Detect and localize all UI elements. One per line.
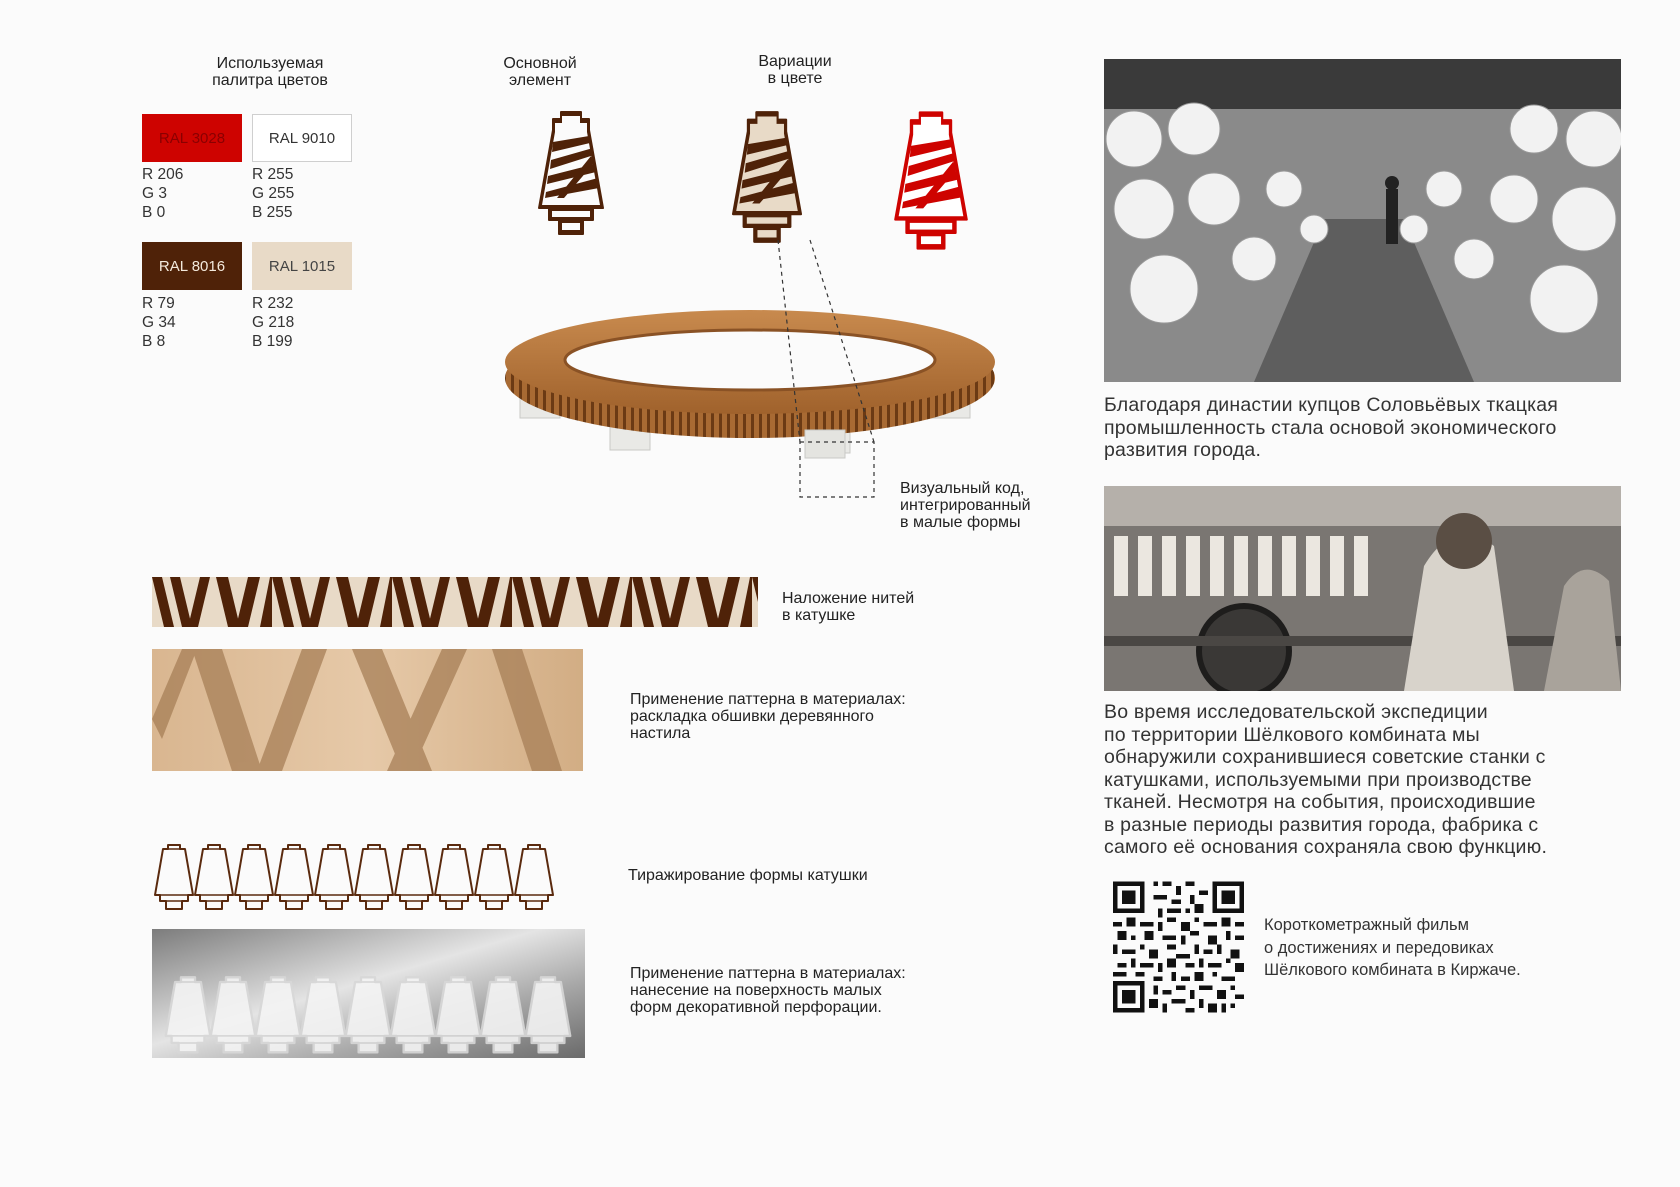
swatch-ral-1015-rgb: R 232 G 218 B 199 [252, 295, 295, 350]
spool-icon-red [884, 108, 978, 253]
metal-caption: Применение паттерна в материалах: нанесение на поверхность малых форм декоративной перфорации. [630, 965, 906, 1016]
spools-caption: Тиражирование формы катушки [628, 867, 868, 884]
swatch-ral-9010: RAL 9010 [252, 114, 352, 162]
qr-caption: Короткометражный фильм о достижениях и передовиках Шёлкового комбината в Киржаче. [1264, 916, 1521, 979]
swatch-ral-8016: RAL 8016 [142, 242, 242, 290]
main-element-title: Основной элемент [503, 55, 577, 89]
swatch-ral-1015: RAL 1015 [252, 242, 352, 290]
variations-title: Вариации в цвете [758, 53, 832, 87]
visual-code-caption: Визуальный код, интегрированный в малые формы [900, 480, 1031, 531]
history-text-1: Благодаря династии купцов Соловьёвых ткацкая промышленность стала основой экономического развития города. [1104, 394, 1559, 461]
metal-pattern-image [152, 929, 585, 1058]
swatch-ral-3028-rgb: R 206 G 3 B 0 [142, 166, 184, 221]
factory-photo-loom [1104, 486, 1621, 691]
spool-row [152, 843, 556, 915]
threads-caption: Наложение нитей в катушке [782, 590, 915, 624]
swatch-ral-8016-rgb: R 79 G 34 B 8 [142, 295, 176, 350]
callout-lines [770, 232, 880, 502]
factory-photo-spools [1104, 59, 1621, 382]
swatch-ral-3028: RAL 3028 [142, 114, 242, 162]
wood-caption: Применение паттерна в материалах: раскладка обшивки деревянного настила [630, 691, 906, 742]
spool-icon-beige [722, 108, 812, 246]
wood-pattern-image [152, 649, 583, 771]
history-text-2: Во время исследовательской экспедиции по территории Шёлкового комбината мы обнаружили сохранившиеся советские станки с катушками, используемыми при производстве тканей. Несмотря на события, происходившие в разные периоды развития города, фабрика с самого её основания сохраняла свою функцию. [1104, 701, 1548, 858]
qr-code-icon[interactable] [1113, 880, 1244, 1014]
spool-icon-main [528, 108, 614, 238]
threads-pattern-strip [152, 577, 758, 627]
swatch-ral-9010-rgb: R 255 G 255 B 255 [252, 166, 295, 221]
palette-title: Используемая палитра цветов [212, 55, 328, 89]
